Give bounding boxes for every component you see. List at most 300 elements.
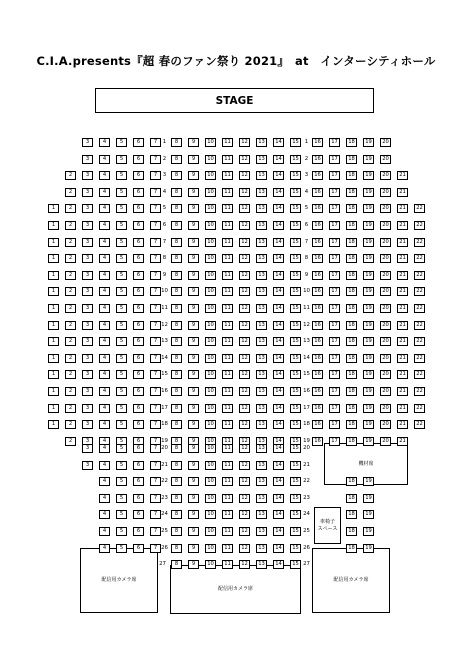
seat: 3 xyxy=(82,354,93,363)
seat: 16 xyxy=(312,420,323,429)
seat: 3 xyxy=(82,370,93,379)
seat: 6 xyxy=(133,510,144,519)
seat: 18 xyxy=(346,171,357,180)
seat: 15 xyxy=(290,544,301,553)
row-label: 4 xyxy=(304,188,309,195)
seat: 19 xyxy=(363,354,374,363)
seat: 7 xyxy=(150,437,161,446)
seat: 11 xyxy=(222,271,233,280)
seat: 9 xyxy=(188,138,199,147)
seat: 6 xyxy=(133,461,144,470)
seat: 15 xyxy=(290,138,301,147)
seat: 4 xyxy=(99,527,110,536)
seat: 11 xyxy=(222,155,233,164)
seat: 19 xyxy=(363,321,374,330)
seat: 6 xyxy=(133,204,144,213)
seat: 6 xyxy=(133,287,144,296)
seat: 19 xyxy=(363,527,374,536)
seat: 14 xyxy=(273,321,284,330)
seat: 14 xyxy=(273,254,284,263)
seat: 7 xyxy=(150,171,161,180)
seat: 8 xyxy=(171,404,182,413)
seat: 3 xyxy=(82,254,93,263)
seat: 22 xyxy=(414,254,425,263)
seat: 11 xyxy=(222,188,233,197)
seat: 17 xyxy=(329,238,340,247)
seat: 22 xyxy=(414,238,425,247)
seat: 5 xyxy=(116,437,127,446)
seat: 4 xyxy=(99,437,110,446)
seat: 8 xyxy=(171,387,182,396)
row-label: 21 xyxy=(161,461,168,468)
seat: 11 xyxy=(222,461,233,470)
seat: 20 xyxy=(380,287,391,296)
seat: 21 xyxy=(397,287,408,296)
seat: 21 xyxy=(397,354,408,363)
seat: 8 xyxy=(171,171,182,180)
seat: 14 xyxy=(273,271,284,280)
seat: 12 xyxy=(239,188,250,197)
seat: 7 xyxy=(150,254,161,263)
seat: 19 xyxy=(363,188,374,197)
seat: 9 xyxy=(188,221,199,230)
seat: 8 xyxy=(171,155,182,164)
equipment-area-label: 機材席 xyxy=(358,460,374,467)
seat: 15 xyxy=(290,354,301,363)
seat: 12 xyxy=(239,337,250,346)
seat: 11 xyxy=(222,404,233,413)
seat: 19 xyxy=(363,337,374,346)
seat: 5 xyxy=(116,354,127,363)
seat: 19 xyxy=(363,544,374,553)
seat: 13 xyxy=(256,477,267,486)
seat: 14 xyxy=(273,304,284,313)
seat: 11 xyxy=(222,510,233,519)
seat: 10 xyxy=(205,321,216,330)
seat: 5 xyxy=(116,155,127,164)
seat: 14 xyxy=(273,544,284,553)
seat: 16 xyxy=(312,138,323,147)
seat: 9 xyxy=(188,354,199,363)
seat: 10 xyxy=(205,544,216,553)
camera-area-center-label: 配信用カメラ席 xyxy=(217,586,253,593)
seat: 17 xyxy=(329,420,340,429)
seat: 13 xyxy=(256,238,267,247)
seat: 20 xyxy=(380,238,391,247)
seat: 9 xyxy=(188,510,199,519)
seat: 2 xyxy=(65,337,76,346)
seat: 17 xyxy=(329,254,340,263)
seat: 18 xyxy=(346,354,357,363)
seat: 18 xyxy=(346,221,357,230)
seat: 7 xyxy=(150,304,161,313)
seat: 2 xyxy=(65,221,76,230)
seat: 12 xyxy=(239,461,250,470)
seat: 6 xyxy=(133,494,144,503)
seat: 4 xyxy=(99,461,110,470)
seat: 18 xyxy=(346,271,357,280)
seat: 16 xyxy=(312,337,323,346)
seat: 17 xyxy=(329,271,340,280)
seat: 8 xyxy=(171,138,182,147)
seat: 1 xyxy=(48,254,59,263)
seat: 20 xyxy=(380,354,391,363)
seat: 22 xyxy=(414,221,425,230)
seat: 6 xyxy=(133,354,144,363)
seat: 3 xyxy=(82,188,93,197)
row-label: 12 xyxy=(303,321,310,328)
seat: 12 xyxy=(239,304,250,313)
seat: 16 xyxy=(312,171,323,180)
seat: 2 xyxy=(65,437,76,446)
seat: 3 xyxy=(82,271,93,280)
seat: 22 xyxy=(414,420,425,429)
seat: 14 xyxy=(273,510,284,519)
seat: 4 xyxy=(99,404,110,413)
seat: 6 xyxy=(133,221,144,230)
seat: 10 xyxy=(205,444,216,453)
seat: 4 xyxy=(99,238,110,247)
seat: 19 xyxy=(363,304,374,313)
seat: 13 xyxy=(256,527,267,536)
seat: 12 xyxy=(239,510,250,519)
seat: 18 xyxy=(346,321,357,330)
seat: 12 xyxy=(239,387,250,396)
seat: 9 xyxy=(188,337,199,346)
seat: 7 xyxy=(150,477,161,486)
seat: 11 xyxy=(222,354,233,363)
seat: 16 xyxy=(312,404,323,413)
seat: 11 xyxy=(222,304,233,313)
seat: 6 xyxy=(133,171,144,180)
seat: 13 xyxy=(256,494,267,503)
seat: 11 xyxy=(222,420,233,429)
seat: 12 xyxy=(239,560,250,569)
row-label: 1 xyxy=(162,139,167,145)
seat: 12 xyxy=(239,271,250,280)
seat: 4 xyxy=(99,494,110,503)
seat: 12 xyxy=(239,477,250,486)
seat: 6 xyxy=(133,138,144,147)
seat: 8 xyxy=(171,188,182,197)
seat: 20 xyxy=(380,420,391,429)
seat: 15 xyxy=(290,494,301,503)
seat: 20 xyxy=(380,138,391,147)
seat: 17 xyxy=(329,138,340,147)
seat: 11 xyxy=(222,560,233,569)
seat: 17 xyxy=(329,287,340,296)
seat: 21 xyxy=(397,387,408,396)
seat: 9 xyxy=(188,204,199,213)
seat: 13 xyxy=(256,304,267,313)
seat: 17 xyxy=(329,304,340,313)
row-label: 5 xyxy=(304,205,309,212)
seat: 5 xyxy=(116,404,127,413)
row-label: 24 xyxy=(161,511,168,518)
row-label: 19 xyxy=(303,437,310,444)
row-label: 7 xyxy=(304,238,309,245)
seat: 15 xyxy=(290,461,301,470)
seat: 3 xyxy=(82,387,93,396)
seat: 13 xyxy=(256,188,267,197)
seat: 22 xyxy=(414,287,425,296)
seat: 12 xyxy=(239,254,250,263)
seat: 7 xyxy=(150,387,161,396)
seat: 15 xyxy=(290,387,301,396)
seat: 19 xyxy=(363,287,374,296)
seat: 8 xyxy=(171,204,182,213)
seat: 19 xyxy=(363,138,374,147)
seat: 8 xyxy=(171,420,182,429)
seat: 5 xyxy=(116,544,127,553)
seat: 13 xyxy=(256,337,267,346)
seat: 21 xyxy=(397,337,408,346)
seat: 5 xyxy=(116,238,127,247)
seat: 14 xyxy=(273,204,284,213)
seat: 17 xyxy=(329,204,340,213)
seat: 2 xyxy=(65,271,76,280)
seat: 20 xyxy=(380,321,391,330)
seat: 9 xyxy=(188,188,199,197)
seat: 17 xyxy=(329,155,340,164)
seat: 14 xyxy=(273,138,284,147)
seat: 4 xyxy=(99,544,110,553)
seat: 9 xyxy=(188,155,199,164)
seat: 18 xyxy=(346,494,357,503)
row-label: 9 xyxy=(304,271,309,278)
seat: 18 xyxy=(346,370,357,379)
row-label: 12 xyxy=(161,321,168,328)
seat: 22 xyxy=(414,370,425,379)
seat: 15 xyxy=(290,221,301,230)
seat: 14 xyxy=(273,494,284,503)
seat: 18 xyxy=(346,437,357,446)
seat: 6 xyxy=(133,420,144,429)
seat: 18 xyxy=(346,155,357,164)
row-label: 20 xyxy=(161,445,168,451)
seat: 17 xyxy=(329,387,340,396)
seat: 6 xyxy=(133,437,144,446)
seat: 3 xyxy=(82,171,93,180)
camera-area-center xyxy=(170,565,301,614)
seat: 11 xyxy=(222,254,233,263)
seat: 11 xyxy=(222,444,233,453)
seat: 4 xyxy=(99,304,110,313)
seat: 5 xyxy=(116,477,127,486)
seat: 20 xyxy=(380,437,391,446)
seat: 14 xyxy=(273,527,284,536)
seat: 6 xyxy=(133,254,144,263)
seat: 14 xyxy=(273,287,284,296)
seat: 14 xyxy=(273,221,284,230)
seat: 1 xyxy=(48,238,59,247)
seat: 14 xyxy=(273,437,284,446)
seat: 2 xyxy=(65,370,76,379)
row-label: 26 xyxy=(161,544,168,551)
seat: 20 xyxy=(380,204,391,213)
seat: 8 xyxy=(171,321,182,330)
seat: 22 xyxy=(414,204,425,213)
seat: 19 xyxy=(363,370,374,379)
seat: 4 xyxy=(99,254,110,263)
seat: 17 xyxy=(329,337,340,346)
seat: 19 xyxy=(363,477,374,486)
seat: 13 xyxy=(256,321,267,330)
seat: 5 xyxy=(116,420,127,429)
seat: 13 xyxy=(256,171,267,180)
seat: 6 xyxy=(133,387,144,396)
seat: 10 xyxy=(205,271,216,280)
seat: 13 xyxy=(256,204,267,213)
seat: 15 xyxy=(290,404,301,413)
seat: 15 xyxy=(290,155,301,164)
row-label: 5 xyxy=(162,205,167,212)
seat: 17 xyxy=(329,188,340,197)
seat: 11 xyxy=(222,477,233,486)
seat: 12 xyxy=(239,354,250,363)
seat: 12 xyxy=(239,544,250,553)
seat: 2 xyxy=(65,304,76,313)
row-label: 6 xyxy=(304,222,309,228)
seat: 6 xyxy=(133,188,144,197)
wheelchair-space-label-1: 車椅子 xyxy=(319,519,335,525)
seat: 18 xyxy=(346,238,357,247)
seat: 6 xyxy=(133,477,144,486)
wheelchair-space-label-2: スペース xyxy=(317,525,338,532)
seat: 21 xyxy=(397,188,408,197)
seat: 20 xyxy=(380,337,391,346)
seat: 10 xyxy=(205,461,216,470)
seat: 19 xyxy=(363,387,374,396)
seat: 7 xyxy=(150,354,161,363)
seat: 8 xyxy=(171,477,182,486)
seat: 18 xyxy=(346,254,357,263)
seat: 3 xyxy=(82,444,93,453)
seat: 20 xyxy=(380,254,391,263)
seat: 13 xyxy=(256,387,267,396)
seat: 3 xyxy=(82,437,93,446)
seat: 9 xyxy=(188,420,199,429)
seat: 15 xyxy=(290,171,301,180)
seat: 19 xyxy=(363,171,374,180)
row-label: 24 xyxy=(303,511,310,518)
row-label: 2 xyxy=(162,155,167,162)
row-label: 2 xyxy=(304,155,309,162)
seat: 6 xyxy=(133,238,144,247)
row-label: 16 xyxy=(161,388,168,394)
seat: 10 xyxy=(205,304,216,313)
seat: 5 xyxy=(116,370,127,379)
seat: 22 xyxy=(414,404,425,413)
row-label: 16 xyxy=(303,388,310,394)
row-label: 10 xyxy=(303,288,310,295)
seat: 8 xyxy=(171,510,182,519)
seat: 13 xyxy=(256,221,267,230)
seat: 10 xyxy=(205,337,216,346)
seat: 10 xyxy=(205,254,216,263)
seat: 16 xyxy=(312,271,323,280)
seat: 19 xyxy=(363,494,374,503)
seat: 10 xyxy=(205,370,216,379)
seat: 11 xyxy=(222,494,233,503)
page-title: C.I.A.presents『超 春のファン祭り 2021』 at インターシティホール xyxy=(36,54,436,68)
seat: 19 xyxy=(363,271,374,280)
row-label: 26 xyxy=(303,544,310,551)
row-label: 14 xyxy=(303,354,310,361)
seat: 7 xyxy=(150,188,161,197)
seat: 6 xyxy=(133,544,144,553)
seat: 16 xyxy=(312,437,323,446)
seat: 12 xyxy=(239,204,250,213)
seat: 11 xyxy=(222,287,233,296)
seat: 7 xyxy=(150,420,161,429)
seat: 7 xyxy=(150,337,161,346)
seat: 2 xyxy=(65,238,76,247)
seat: 12 xyxy=(239,221,250,230)
seat: 18 xyxy=(346,387,357,396)
seat: 15 xyxy=(290,287,301,296)
seat: 7 xyxy=(150,155,161,164)
seat: 4 xyxy=(99,420,110,429)
seat: 10 xyxy=(205,138,216,147)
seat: 21 xyxy=(397,304,408,313)
seat: 9 xyxy=(188,494,199,503)
seat: 7 xyxy=(150,238,161,247)
seat: 18 xyxy=(346,420,357,429)
seat: 10 xyxy=(205,188,216,197)
row-label: 18 xyxy=(161,421,168,428)
seat: 13 xyxy=(256,287,267,296)
row-label: 23 xyxy=(161,494,168,501)
seat: 13 xyxy=(256,254,267,263)
seat: 13 xyxy=(256,420,267,429)
row-label: 17 xyxy=(161,404,168,411)
seat: 4 xyxy=(99,188,110,197)
seat: 2 xyxy=(65,287,76,296)
seat: 1 xyxy=(48,304,59,313)
seat: 14 xyxy=(273,444,284,453)
seat: 10 xyxy=(205,494,216,503)
camera-area-right-label: 配信用カメラ席 xyxy=(333,577,369,584)
row-label: 6 xyxy=(162,222,167,228)
row-label: 8 xyxy=(162,255,167,262)
seat: 16 xyxy=(312,387,323,396)
seat: 4 xyxy=(99,221,110,230)
seat: 18 xyxy=(346,304,357,313)
seat: 9 xyxy=(188,387,199,396)
seat: 21 xyxy=(397,437,408,446)
seat: 2 xyxy=(65,387,76,396)
seat: 8 xyxy=(171,304,182,313)
seat: 5 xyxy=(116,138,127,147)
seat: 11 xyxy=(222,437,233,446)
seat: 9 xyxy=(188,304,199,313)
seat: 3 xyxy=(82,204,93,213)
seat: 7 xyxy=(150,510,161,519)
seat: 4 xyxy=(99,171,110,180)
row-label: 14 xyxy=(161,354,168,361)
seat: 14 xyxy=(273,477,284,486)
seat: 9 xyxy=(188,238,199,247)
seat: 9 xyxy=(188,527,199,536)
seat: 14 xyxy=(273,337,284,346)
seat: 7 xyxy=(150,221,161,230)
seat: 1 xyxy=(48,204,59,213)
seat: 16 xyxy=(312,254,323,263)
seat: 15 xyxy=(290,527,301,536)
seat: 3 xyxy=(82,321,93,330)
seat: 1 xyxy=(48,271,59,280)
